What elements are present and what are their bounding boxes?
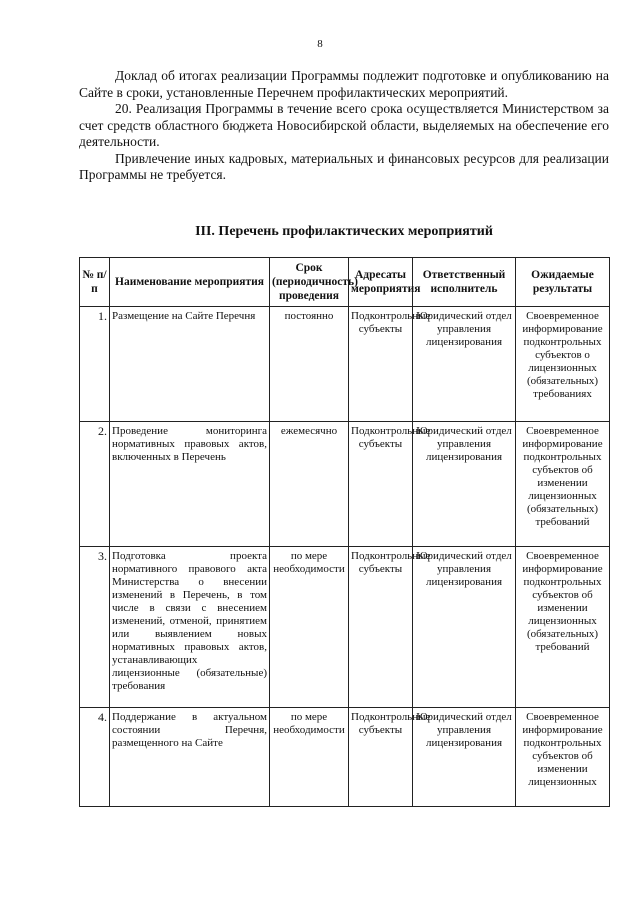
header-num: № п/п [80, 258, 110, 307]
cell-results: Своевременное информирование подконтрольных субъектов об изменении лицензионных (обязательных) требований [516, 547, 610, 708]
cell-name: Поддержание в актуальном состоянии Перечня, размещенного на Сайте [110, 708, 270, 807]
cell-addressees: Подконтрольные субъекты [349, 708, 413, 807]
cell-addressees: Подконтрольные субъекты [349, 422, 413, 547]
table-row [80, 547, 610, 708]
header-term: Срок (периодичность) проведения [270, 258, 349, 307]
cell-term: ежемесячно [270, 422, 349, 547]
cell-name: Подготовка проекта нормативного правового акта Министерства о внесении изменений в Перечень, в том числе в связи с внесением изменений, отменой, принятием или выявлением новых нормативных правовых актов, устанавливающих лицензионные (обязательные) требования [110, 547, 270, 708]
cell-term: по мере необходимости [270, 547, 349, 708]
section-heading: III. Перечень профилактических мероприятий [195, 224, 493, 239]
paragraph-resources: Привлечение иных кадровых, материальных и финансовых ресурсов для реализации Программы не требуется. [79, 150, 609, 182]
events-table [79, 257, 610, 807]
cell-num: 1. [80, 307, 110, 422]
cell-name: Проведение мониторинга нормативных правовых актов, включенных в Перечень [110, 422, 270, 547]
table-row [80, 422, 610, 547]
cell-name: Размещение на Сайте Перечня [110, 307, 270, 422]
header-name: Наименование мероприятия [110, 258, 270, 307]
cell-results: Своевременное информирование подконтрольных субъектов о лицензионных (обязательных) требованиях [516, 307, 610, 422]
cell-responsible: Юридический отдел управления лицензирования [413, 708, 516, 807]
cell-term: постоянно [270, 307, 349, 422]
paragraph-implementation: 20. Реализация Программы в течение всего срока осуществляется Министерством за счет средств областного бюджета Новосибирской области, выделяемых на обеспечение его деятельности. [79, 101, 609, 149]
header-results: Ожидаемые результаты [516, 258, 610, 307]
cell-addressees: Подконтрольные субъекты [349, 307, 413, 422]
body-text [79, 68, 609, 184]
header-addressees: Адресаты мероприятия [349, 258, 413, 307]
cell-responsible: Юридический отдел управления лицензирования [413, 422, 516, 547]
cell-responsible: Юридический отдел управления лицензирования [413, 547, 516, 708]
table-row [80, 307, 610, 422]
header-responsible: Ответственный исполнитель [413, 258, 516, 307]
page-number: 8 [317, 38, 323, 50]
cell-num: 2. [80, 422, 110, 547]
cell-num: 3. [80, 547, 110, 708]
paragraph-report: Доклад об итогах реализации Программы подлежит подготовке и опубликованию на Сайте в сроки, установленные Перечнем профилактических мероприятий. [79, 68, 609, 100]
cell-addressees: Подконтрольные субъекты [349, 547, 413, 708]
cell-results: Своевременное информирование подконтрольных субъектов об изменении лицензионных [516, 708, 610, 807]
cell-num: 4. [80, 708, 110, 807]
cell-term: по мере необходимости [270, 708, 349, 807]
cell-responsible: Юридический отдел управления лицензирования [413, 307, 516, 422]
cell-results: Своевременное информирование подконтрольных субъектов об изменении лицензионных (обязательных) требований [516, 422, 610, 547]
table-header-row [80, 258, 610, 307]
table-row [80, 708, 610, 807]
